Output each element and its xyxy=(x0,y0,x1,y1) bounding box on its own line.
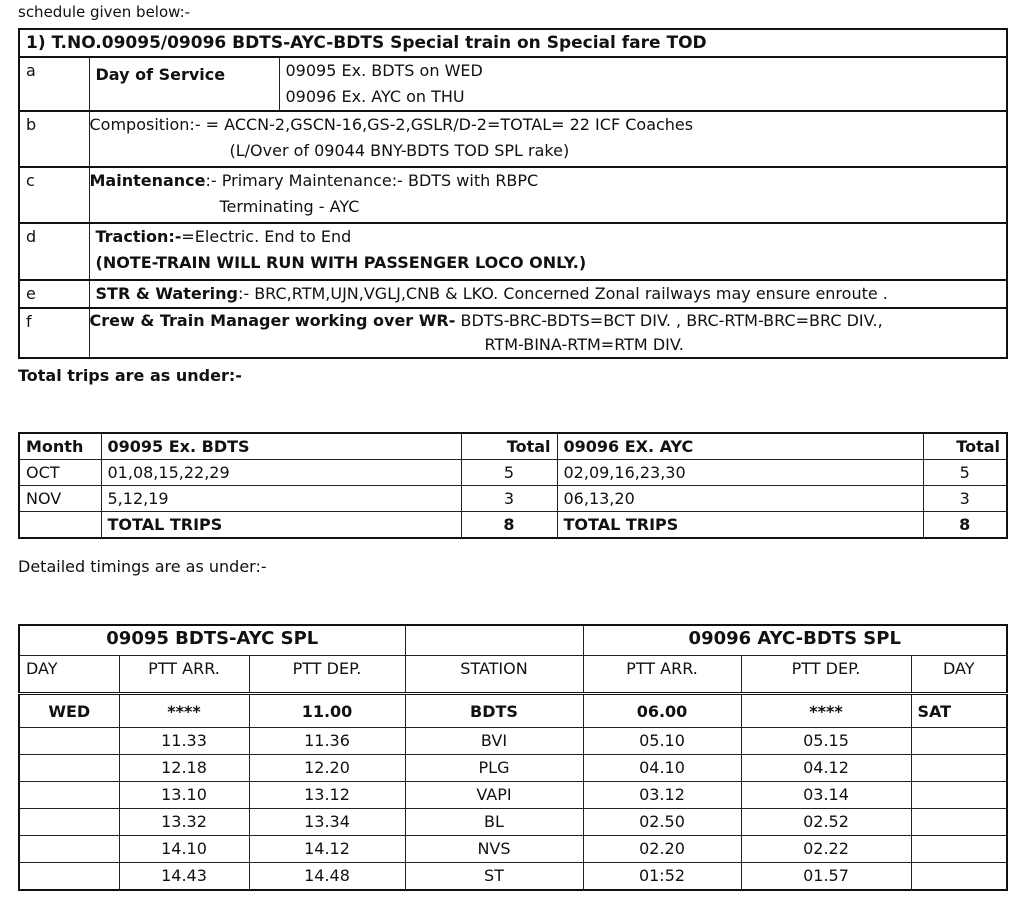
header-cell: 09096 EX. AYC xyxy=(557,433,923,460)
cell xyxy=(911,808,1007,835)
cell: NVS xyxy=(405,835,583,862)
value-line: :- BRC,RTM,UJN,VGLJ,CNB & LKO. Concerned Zonal railways may ensure enroute . xyxy=(237,284,888,303)
header-cell: Total xyxy=(923,433,1007,460)
row-value xyxy=(89,308,1007,358)
cell xyxy=(19,754,119,781)
cell xyxy=(19,835,119,862)
cell: 05.15 xyxy=(741,727,911,754)
header-cell: PTT ARR. xyxy=(583,655,741,693)
header-cell: PTT ARR. xyxy=(119,655,249,693)
cell: BDTS xyxy=(405,693,583,727)
cell: 5 xyxy=(923,460,1007,486)
row-label: Traction:- xyxy=(95,227,182,246)
cell: 12.20 xyxy=(249,754,405,781)
value-line: 09096 Ex. AYC on THU xyxy=(285,87,465,106)
row-value xyxy=(279,57,1007,111)
table-row xyxy=(19,808,1007,835)
cell: 03.14 xyxy=(741,781,911,808)
cell: 01:52 xyxy=(583,862,741,890)
cell: 14.10 xyxy=(119,835,249,862)
cell: 13.32 xyxy=(119,808,249,835)
cell: 02.50 xyxy=(583,808,741,835)
cell: **** xyxy=(741,693,911,727)
cell: 5,12,19 xyxy=(101,486,461,512)
row-key: b xyxy=(19,111,89,167)
cell: 04.10 xyxy=(583,754,741,781)
row-value xyxy=(89,223,1007,280)
trips-heading: Total trips are as under:- xyxy=(18,366,242,385)
cell xyxy=(911,835,1007,862)
header-cell: DAY xyxy=(911,655,1007,693)
cell: 01,08,15,22,29 xyxy=(101,460,461,486)
timings-heading: Detailed timings are as under:- xyxy=(18,557,267,576)
table-header-row xyxy=(19,655,1007,693)
cell: 04.12 xyxy=(741,754,911,781)
cell: 8 xyxy=(461,512,557,539)
row-key: f xyxy=(19,308,89,358)
cell: 06,13,20 xyxy=(557,486,923,512)
row-label: STR & Watering xyxy=(95,284,238,303)
cell: 3 xyxy=(461,486,557,512)
cell: 8 xyxy=(923,512,1007,539)
header-cell: 09095 Ex. BDTS xyxy=(101,433,461,460)
cell: 05.10 xyxy=(583,727,741,754)
cell: 02,09,16,23,30 xyxy=(557,460,923,486)
row-label: Composition:- xyxy=(89,115,201,134)
timings-table xyxy=(18,624,1008,891)
row-key: e xyxy=(19,280,89,308)
table-row xyxy=(19,512,1007,539)
header-cell: PTT DEP. xyxy=(249,655,405,693)
cell: 14.48 xyxy=(249,862,405,890)
cell: TOTAL TRIPS xyxy=(101,512,461,539)
value-line: 09095 Ex. BDTS on WED xyxy=(285,61,483,80)
cell: 14.43 xyxy=(119,862,249,890)
row-label: Maintenance xyxy=(89,171,206,190)
header-cell: DAY xyxy=(19,655,119,693)
cell: 11.36 xyxy=(249,727,405,754)
cell: 13.34 xyxy=(249,808,405,835)
header-cell: Month xyxy=(19,433,101,460)
cell: SAT xyxy=(911,693,1007,727)
row-key: d xyxy=(19,223,89,280)
table-row xyxy=(19,486,1007,512)
cell: 14.12 xyxy=(249,835,405,862)
table-row xyxy=(19,862,1007,890)
cell: 13.12 xyxy=(249,781,405,808)
row-value xyxy=(89,167,1007,223)
table-row xyxy=(19,835,1007,862)
row-value xyxy=(89,111,1007,167)
cell: 02.52 xyxy=(741,808,911,835)
table-row xyxy=(19,727,1007,754)
cell: 06.00 xyxy=(583,693,741,727)
header-cell: Total xyxy=(461,433,557,460)
cell: 3 xyxy=(923,486,1007,512)
train-details-table xyxy=(18,28,1008,359)
cell: 11.00 xyxy=(249,693,405,727)
value-line: (NOTE-TRAIN WILL RUN WITH PASSENGER LOCO ONLY.) xyxy=(95,253,587,272)
value-line: :- Primary Maintenance:- BDTS with RBPC xyxy=(205,171,539,190)
train-title: 1) T.NO.09095/09096 BDTS-AYC-BDTS Special train on Special fare TOD xyxy=(19,29,1007,57)
intro-text: schedule given below:- xyxy=(18,3,191,21)
cell: WED xyxy=(19,693,119,727)
header-cell: PTT DEP. xyxy=(741,655,911,693)
row-key: a xyxy=(19,57,89,111)
cell: **** xyxy=(119,693,249,727)
table-row xyxy=(19,693,1007,727)
table-row xyxy=(19,754,1007,781)
cell: ST xyxy=(405,862,583,890)
cell: TOTAL TRIPS xyxy=(557,512,923,539)
cell xyxy=(911,781,1007,808)
cell xyxy=(19,808,119,835)
cell: 03.12 xyxy=(583,781,741,808)
table-row xyxy=(19,460,1007,486)
cell: PLG xyxy=(405,754,583,781)
cell: VAPI xyxy=(405,781,583,808)
header-cell: STATION xyxy=(405,655,583,693)
row-label: Day of Service xyxy=(89,57,279,111)
value-line: (L/Over of 09044 BNY-BDTS TOD SPL rake) xyxy=(229,141,570,160)
value-line: RTM-BINA-RTM=RTM DIV. xyxy=(484,335,684,354)
row-label: Crew & Train Manager working over WR- xyxy=(89,311,456,330)
cell: 01.57 xyxy=(741,862,911,890)
row-value xyxy=(89,280,1007,308)
cell: NOV xyxy=(19,486,101,512)
cell xyxy=(911,754,1007,781)
cell: 02.20 xyxy=(583,835,741,862)
cell: OCT xyxy=(19,460,101,486)
value-line: = ACCN-2,GSCN-16,GS-2,GSLR/D-2=TOTAL= 22 ICF Coaches xyxy=(200,115,694,134)
cell xyxy=(19,727,119,754)
cell xyxy=(19,781,119,808)
table-row xyxy=(19,781,1007,808)
cell xyxy=(19,862,119,890)
cell: 5 xyxy=(461,460,557,486)
cell xyxy=(911,862,1007,890)
cell: BL xyxy=(405,808,583,835)
cell: 02.22 xyxy=(741,835,911,862)
trips-table xyxy=(18,432,1008,539)
cell: 12.18 xyxy=(119,754,249,781)
cell xyxy=(911,727,1007,754)
cell xyxy=(19,512,101,539)
group-header: 09095 BDTS-AYC SPL xyxy=(19,625,405,655)
value-line: Terminating - AYC xyxy=(219,197,360,216)
value-line: =Electric. End to End xyxy=(181,227,352,246)
cell: 13.10 xyxy=(119,781,249,808)
value-line: BDTS-BRC-BDTS=BCT DIV. , BRC-RTM-BRC=BRC DIV., xyxy=(455,311,883,330)
row-key: c xyxy=(19,167,89,223)
cell: 11.33 xyxy=(119,727,249,754)
group-header: 09096 AYC-BDTS SPL xyxy=(583,625,1007,655)
cell: BVI xyxy=(405,727,583,754)
table-header-row xyxy=(19,433,1007,460)
